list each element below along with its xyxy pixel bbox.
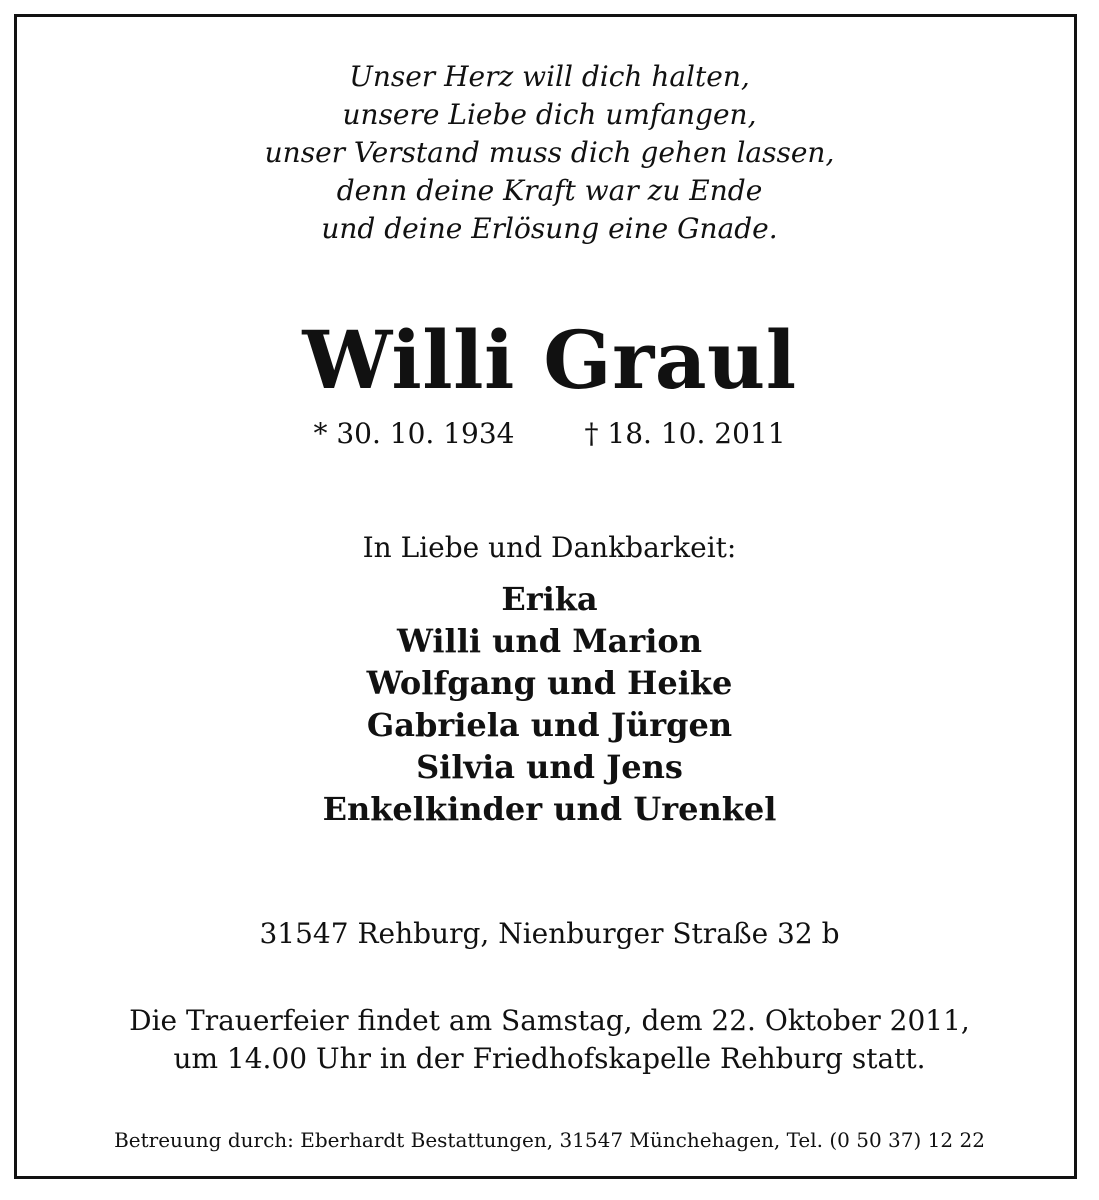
mourners-list — [14, 578, 1085, 830]
address: 31547 Rehburg, Nienburger Straße 32 b — [259, 917, 840, 950]
service-line: Die Trauerfeier findet am Samstag, dem 22. Oktober 2011, — [129, 1004, 970, 1037]
poem-line: unsere Liebe dich umfangen, — [342, 98, 757, 131]
poem-line: unser Verstand muss dich gehen lassen, — [264, 136, 835, 169]
life-dates — [14, 414, 1085, 454]
poem-line: Unser Herz will dich halten, — [349, 60, 750, 93]
mourner: Erika — [501, 580, 598, 618]
death-date: † 18. 10. 2011 — [584, 417, 786, 450]
poem-line: und deine Erlösung eine Gnade. — [321, 212, 778, 245]
deceased-name: Willi Graul — [302, 313, 797, 407]
mourners-intro: In Liebe und Dankbarkeit: — [362, 531, 737, 564]
mourner: Enkelkinder und Urenkel — [322, 790, 777, 828]
mourner: Silvia und Jens — [416, 748, 683, 786]
poem-line: denn deine Kraft war zu Ende — [336, 174, 763, 207]
mourner: Wolfgang und Heike — [366, 664, 733, 702]
poem — [14, 58, 1085, 248]
mourner: Willi und Marion — [397, 622, 702, 660]
service-line: um 14.00 Uhr in der Friedhofskapelle Rehburg statt. — [173, 1042, 926, 1075]
mourner: Gabriela und Jürgen — [366, 706, 733, 744]
undertaker-footer: Betreuung durch: Eberhardt Bestattungen, 31547 Münchehagen, Tel. (0 50 37) 12 22 — [114, 1128, 985, 1152]
service-info — [14, 1002, 1085, 1078]
birth-date: * 30. 10. 1934 — [313, 417, 515, 450]
